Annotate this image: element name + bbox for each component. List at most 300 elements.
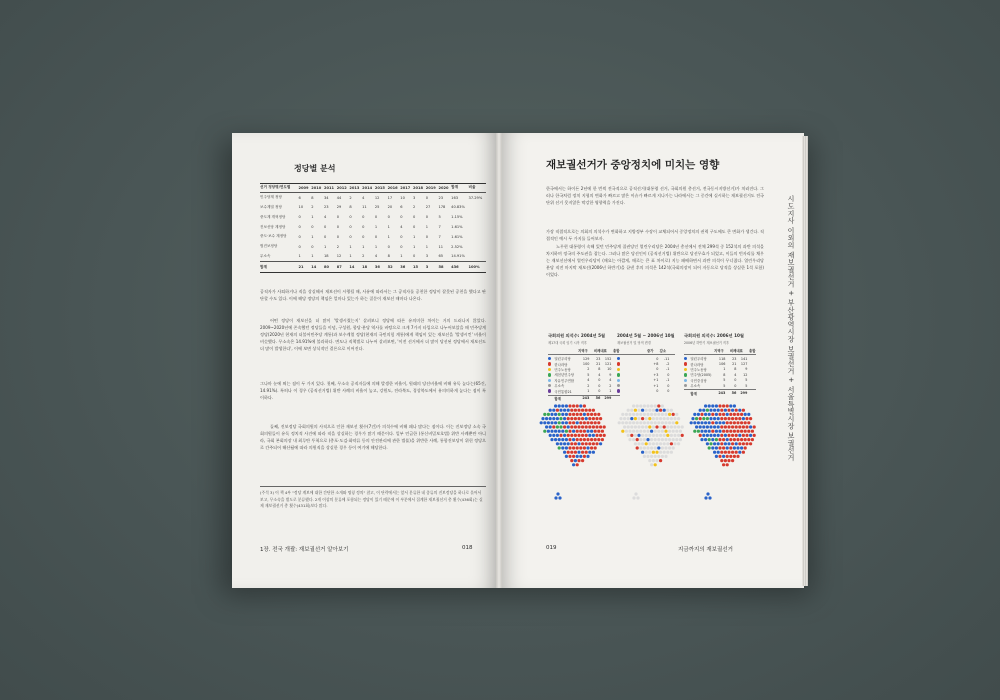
seat-hex [654, 438, 657, 441]
table-cell: 14 [311, 262, 324, 273]
seat-hex [704, 496, 707, 499]
seat-hex [583, 404, 586, 407]
seat-hex [595, 434, 598, 437]
seat-hex [576, 413, 579, 416]
seat-hex [708, 446, 711, 449]
seat-value: 141 [740, 356, 748, 361]
seat-hex [697, 430, 700, 433]
seat-hex [588, 417, 591, 420]
seat-value: 5 [723, 378, 726, 383]
seat-legend-2004 [548, 333, 620, 401]
table-cell: 20 [387, 205, 393, 210]
seat-hex [711, 446, 714, 449]
seat-hex [655, 409, 658, 412]
table-row [260, 251, 486, 261]
seat-hex [711, 421, 714, 424]
party-color-dot [617, 373, 620, 376]
seat-hex [559, 409, 562, 412]
seat-hex [666, 409, 669, 412]
legend-column-label: 비례대표 [593, 349, 607, 353]
seat-hex [657, 430, 660, 433]
seat-hex [572, 446, 575, 449]
seat-hex [742, 442, 745, 445]
seat-hex [558, 404, 561, 407]
party-name: 무소속 [690, 384, 701, 389]
seat-hex [708, 438, 711, 441]
party-color-dot [548, 368, 551, 371]
seat-hex [581, 409, 584, 412]
seat-hex [599, 417, 602, 420]
seat-hex [670, 425, 673, 428]
seat-hex [654, 421, 657, 424]
seat-hex [706, 442, 709, 445]
running-head: 1장. 전국 개괄: 재보궐선거 알아보기 [260, 547, 349, 553]
seat-hex [735, 451, 738, 454]
seat-hex [552, 425, 555, 428]
column-header: 2011 [324, 184, 337, 193]
seat-hex [706, 409, 709, 412]
table-cell: 6 [400, 205, 403, 210]
seat-hex [567, 409, 570, 412]
seat-value: 56 [595, 396, 601, 401]
seat-hex [704, 438, 707, 441]
seat-hex [559, 417, 562, 420]
seat-hex [563, 417, 566, 420]
seat-hex [559, 425, 562, 428]
seat-hex [736, 413, 739, 416]
total-label: 합계 [690, 391, 697, 396]
seat-hex [563, 434, 566, 437]
seat-hex [634, 434, 637, 437]
table-cell: 1 [425, 244, 429, 249]
table-cell: 18 [323, 254, 329, 259]
seat-hex [558, 421, 561, 424]
seat-hex [679, 438, 682, 441]
seat-hex [713, 409, 716, 412]
seat-value: 23 [596, 356, 601, 361]
seat-hex [574, 409, 577, 412]
seat-value: 152 [604, 356, 612, 361]
legend-column-label: 지역구 [714, 349, 724, 353]
seat-hex [601, 430, 604, 433]
table-row [260, 232, 486, 242]
seat-hex [594, 438, 597, 441]
seat-hex [697, 421, 700, 424]
table-cell: 21 [299, 262, 312, 273]
seat-hex [650, 455, 653, 458]
seat-hex [670, 451, 673, 454]
seat-hex [729, 421, 732, 424]
seat-hex [700, 413, 703, 416]
party-color-dot [684, 384, 687, 387]
seat-hex [670, 409, 673, 412]
seat-hex [742, 425, 745, 428]
seat-hex [736, 446, 739, 449]
seat-hex [718, 430, 721, 433]
party-color-dot [684, 373, 687, 376]
legend-total-row [684, 389, 756, 395]
seat-hex [704, 430, 707, 433]
seat-hex [586, 413, 589, 416]
seat-hex [677, 425, 680, 428]
seat-hex [661, 438, 664, 441]
table-cell: 5 [438, 215, 441, 220]
table-cell: 8 [387, 254, 390, 259]
seat-hex [637, 417, 640, 420]
table-cell: 0 [311, 225, 314, 230]
seat-hex [673, 442, 676, 445]
seat-hex [727, 417, 730, 420]
table-cell: 27 [425, 205, 431, 210]
seat-hex [586, 438, 589, 441]
seat-value: -2 [666, 362, 670, 367]
seat-hex [636, 446, 639, 449]
table-cell: 6 [298, 195, 301, 200]
seat-hex [654, 463, 657, 466]
seat-hex [579, 438, 582, 441]
seat-hex [585, 425, 588, 428]
seat-hex [599, 442, 602, 445]
seat-hex [586, 430, 589, 433]
seat-value: 5 [587, 372, 590, 377]
section-title: 정당별 분석 [294, 164, 336, 173]
table-cell: 0 [425, 195, 429, 200]
party-name: 민주당(2005) [690, 373, 712, 378]
seat-hex [556, 417, 559, 420]
seat-hex [733, 455, 736, 458]
seat-hex [657, 446, 660, 449]
seat-hex [576, 421, 579, 424]
seat-hex [639, 404, 642, 407]
party-color-dot [548, 373, 551, 376]
seat-hex [576, 455, 579, 458]
seat-hex [567, 451, 570, 454]
seat-hex [634, 417, 637, 420]
seat-hex [603, 434, 606, 437]
seat-hex [541, 417, 544, 420]
seat-hex [722, 455, 725, 458]
seat-hex [592, 434, 595, 437]
seat-value: 106 [718, 362, 726, 367]
seat-hex [704, 413, 707, 416]
seat-hex [663, 409, 666, 412]
seat-hex [630, 417, 633, 420]
seat-value: -1 [666, 378, 670, 383]
column-header: 2020 [438, 184, 451, 193]
table-cell: 민주당계 정당 [260, 195, 282, 200]
seat-hex [731, 442, 734, 445]
seat-hex [625, 413, 628, 416]
table-cell: 10 [298, 205, 304, 210]
seat-hex [733, 438, 736, 441]
seat-hex [634, 409, 637, 412]
legend-row [617, 388, 675, 393]
seat-hex [632, 438, 635, 441]
seat-hex [588, 434, 591, 437]
table-cell: 18 [362, 262, 375, 273]
table-cell: 2 [311, 205, 314, 210]
seat-hex [706, 434, 709, 437]
seat-hex [652, 425, 655, 428]
seat-hex [545, 417, 548, 420]
seat-hex [666, 442, 669, 445]
seat-hex [574, 442, 577, 445]
seat-hex [731, 434, 734, 437]
seat-hex [646, 446, 649, 449]
seat-hex [554, 438, 557, 441]
seat-hex [709, 442, 712, 445]
seat-hex [695, 417, 698, 420]
seat-hex [543, 430, 546, 433]
seat-hex [744, 446, 747, 449]
seat-hex [742, 434, 745, 437]
seat-hex [713, 425, 716, 428]
seat-hex [636, 421, 639, 424]
seat-hex [592, 409, 595, 412]
seat-hex [663, 417, 666, 420]
table-row [260, 212, 486, 222]
seat-hex [699, 417, 702, 420]
seat-hex [699, 409, 702, 412]
seat-hex [722, 446, 725, 449]
seat-hex [715, 438, 718, 441]
seat-hex [556, 442, 559, 445]
legend-row [548, 372, 620, 377]
seat-hex [727, 425, 730, 428]
seat-hex [632, 404, 635, 407]
table-cell: 1 [425, 225, 429, 230]
seat-hex [726, 455, 729, 458]
seat-hex [558, 413, 561, 416]
seat-hex [718, 413, 721, 416]
seat-hex [549, 434, 552, 437]
seat-hex [745, 425, 748, 428]
seat-hex [637, 409, 640, 412]
seat-hex [668, 421, 671, 424]
seat-hex [563, 409, 566, 412]
table-cell: 36 [375, 262, 388, 273]
table-cell: 65 [438, 254, 444, 259]
table-cell: 0 [349, 225, 352, 230]
seat-hex [588, 409, 591, 412]
seat-hex [646, 430, 649, 433]
seat-hex [595, 425, 598, 428]
seat-hex [699, 425, 702, 428]
seat-hex [747, 438, 750, 441]
seat-hex [601, 438, 604, 441]
seat-value: 299 [604, 396, 612, 401]
seat-value: 1 [587, 389, 590, 394]
seat-hex [749, 434, 752, 437]
seat-value: 100 [582, 362, 590, 367]
table-cell: 1 [323, 244, 327, 249]
seat-hex [661, 421, 664, 424]
table-cell: 0 [374, 234, 378, 239]
seat-hex [663, 442, 666, 445]
seat-hex [592, 451, 595, 454]
column-header: 2018 [413, 184, 426, 193]
party-stats-table [260, 183, 486, 273]
seat-hex [549, 417, 552, 420]
seat-hex [565, 430, 568, 433]
seat-hex [645, 442, 648, 445]
seat-hex [693, 413, 696, 416]
seat-hex [579, 421, 582, 424]
seat-hex [576, 438, 579, 441]
seat-hex [704, 421, 707, 424]
seat-value: 56 [731, 391, 737, 396]
seat-hex [576, 463, 579, 466]
seat-map [618, 404, 684, 499]
seat-hex [599, 425, 602, 428]
seat-hex [664, 430, 667, 433]
seat-hex [693, 430, 696, 433]
seat-hex [639, 421, 642, 424]
seat-hex [733, 446, 736, 449]
seat-hex [740, 446, 743, 449]
seat-hex [724, 409, 727, 412]
column-header: 합계 [451, 184, 468, 193]
seat-hex [672, 413, 675, 416]
page-number: 019 [546, 545, 557, 551]
seat-hex [720, 442, 723, 445]
seat-value: 0 [656, 356, 659, 361]
seat-hex [670, 417, 673, 420]
table-cell: 11 [362, 205, 367, 210]
seat-hex [747, 430, 750, 433]
seat-hex [672, 421, 675, 424]
table-cell: 4 [362, 195, 365, 200]
seat-hex [628, 413, 631, 416]
footnote-divider [260, 486, 486, 487]
seat-hex [726, 404, 729, 407]
seat-hex [661, 446, 664, 449]
seat-hex [749, 417, 752, 420]
seat-hex [590, 430, 593, 433]
seat-hex [595, 417, 598, 420]
seat-hex [545, 425, 548, 428]
seat-hex [594, 413, 597, 416]
seat-hex [749, 442, 752, 445]
seat-hex [637, 425, 640, 428]
seat-hex [543, 413, 546, 416]
seat-hex [561, 404, 564, 407]
party-color-dot [548, 379, 551, 382]
seat-hex [570, 417, 573, 420]
seat-value: 121 [604, 362, 612, 367]
column-header: 2013 [349, 184, 362, 193]
seat-value: +3 [653, 372, 659, 377]
table-cell: 1 [349, 254, 352, 259]
seat-hex [554, 413, 557, 416]
seat-hex [568, 455, 571, 458]
legend-total-row [548, 395, 620, 401]
seat-hex [738, 417, 741, 420]
table-cell: 1 [311, 215, 314, 220]
column-header: 2009 [299, 184, 312, 193]
seat-value: 8 [734, 367, 737, 372]
seat-value: +1 [653, 383, 659, 388]
party-color-dot [617, 384, 620, 387]
vertical-section-title: 시도지사 이외의 재보궐선거 + 부산광역시장 보궐선거 + 서울특별시장 보궐선거 [787, 195, 795, 462]
seat-hex [672, 446, 675, 449]
table-cell: 0 [298, 234, 301, 239]
seat-hex [563, 425, 566, 428]
seat-hex [583, 455, 586, 458]
page-number: 018 [462, 545, 473, 551]
seat-hex [570, 442, 573, 445]
seat-hex [727, 451, 730, 454]
seat-hex [556, 434, 559, 437]
party-name: 민주노동당 [690, 367, 707, 372]
legend-row [684, 383, 756, 388]
seat-hex [729, 404, 732, 407]
seat-hex [744, 430, 747, 433]
table-cell: 12 [336, 254, 342, 259]
seat-hex [572, 455, 575, 458]
seat-hex [565, 404, 568, 407]
seat-hex [558, 496, 561, 499]
seat-hex [568, 413, 571, 416]
seat-hex [715, 430, 718, 433]
seat-hex [568, 430, 571, 433]
seat-value: 21 [732, 362, 737, 367]
seat-hex [747, 421, 750, 424]
seat-hex [630, 425, 633, 428]
table-cell: 1 [400, 254, 403, 259]
seat-hex [565, 413, 568, 416]
seat-hex [565, 421, 568, 424]
table-cell: 1 [374, 225, 378, 230]
seat-hex [724, 417, 727, 420]
seat-hex [559, 434, 562, 437]
seat-hex [735, 434, 738, 437]
seat-hex [558, 446, 561, 449]
seat-hex [709, 425, 712, 428]
seat-hex [702, 434, 705, 437]
party-color-dot [617, 357, 620, 360]
seat-hex [645, 451, 648, 454]
seat-hex [572, 463, 575, 466]
seat-hex [577, 434, 580, 437]
seat-value: -1 [666, 367, 670, 372]
seat-hex [713, 417, 716, 420]
seat-hex [623, 425, 626, 428]
seat-value: 4 [598, 372, 601, 377]
legend-title: 국회의원 의석수: 2006년 10월 [684, 333, 744, 338]
seat-hex [636, 430, 639, 433]
seat-hex [654, 446, 657, 449]
seat-hex [735, 425, 738, 428]
seat-hex [675, 438, 678, 441]
seat-value: 9 [609, 372, 612, 377]
seat-hex [704, 404, 707, 407]
seat-hex [749, 425, 752, 428]
seat-hex [744, 438, 747, 441]
legend-row [684, 361, 756, 366]
seat-hex [661, 430, 664, 433]
seat-hex [745, 417, 748, 420]
seat-hex [726, 438, 729, 441]
seat-hex [691, 417, 694, 420]
party-color-dot [617, 362, 620, 365]
legend-row [548, 378, 620, 383]
seat-hex [664, 455, 667, 458]
seat-hex [579, 455, 582, 458]
table-cell: 1 [413, 244, 416, 249]
table-cell: 0 [349, 234, 352, 239]
seat-hex [652, 417, 655, 420]
